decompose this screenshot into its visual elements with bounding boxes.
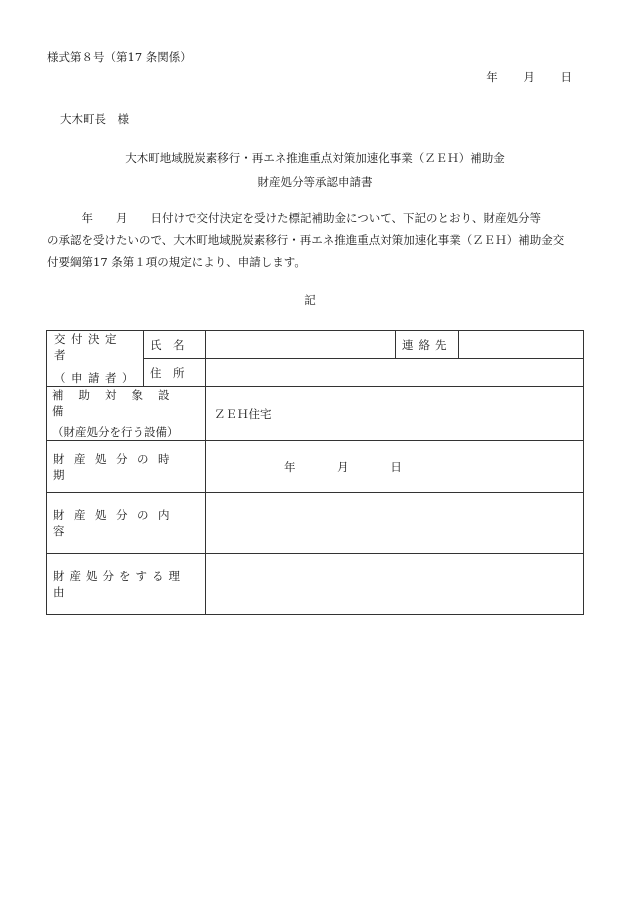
equipment-value-text: ＺＥＨ住宅 <box>214 406 272 421</box>
date-year-label: 年 <box>486 70 498 84</box>
equipment-label-cell <box>47 387 206 441</box>
timing-label: 財産処分の時期 <box>53 451 179 482</box>
date-month-label: 月 <box>523 70 535 84</box>
address-input[interactable] <box>206 359 584 387</box>
address-label: 住 所 <box>150 365 185 380</box>
reason-label-cell <box>47 554 206 615</box>
content-input[interactable] <box>206 493 584 554</box>
name-label-cell <box>144 331 206 359</box>
reason-label: 財産処分をする理由 <box>53 569 185 599</box>
equipment-value[interactable] <box>206 387 584 441</box>
submission-date <box>464 69 572 85</box>
application-table <box>46 330 584 615</box>
name-label: 氏 名 <box>150 337 185 352</box>
timing-month-label: 月 <box>337 459 349 474</box>
body-text-line3: 付要綱第17 条第１項の規定により、申請します。 <box>47 255 306 269</box>
document-title-line1: 大木町地域脱炭素移行・再エネ推進重点対策加速化事業（ＺＥＨ）補助金 <box>125 151 505 165</box>
applicant-label: 交付決定者 <box>54 332 122 362</box>
form-number: 様式第８号（第17 条関係） <box>47 50 192 64</box>
content-label-cell <box>47 493 206 554</box>
document-title-line2: 財産処分等承認申請書 <box>257 175 373 189</box>
equipment-sublabel: （財産処分を行う設備） <box>52 425 179 439</box>
content-label: 財産処分の内容 <box>53 508 179 538</box>
timing-input[interactable] <box>206 441 584 493</box>
equipment-label: 補助対象設備 <box>52 388 185 418</box>
applicant-sublabel: （申請者） <box>54 371 139 385</box>
addressee: 大木町長 様 <box>60 112 129 126</box>
body-text-line2: の承認を受けたいので、大木町地域脱炭素移行・再エネ推進重点対策加速化事業（ＺＥＨ）補助金交 <box>47 233 565 247</box>
applicant-label-cell <box>47 331 144 387</box>
reason-input[interactable] <box>206 554 584 615</box>
timing-day-label: 日 <box>390 459 402 474</box>
timing-year-label: 年 <box>284 459 296 474</box>
date-day-label: 日 <box>560 70 572 84</box>
contact-input[interactable] <box>459 331 584 359</box>
body-text-line1: 年 月 日付けで交付決定を受けた標記補助金について、下記のとおり、財産処分等 <box>47 211 542 225</box>
name-input[interactable] <box>206 331 396 359</box>
timing-label-cell <box>47 441 206 493</box>
contact-label: 連絡先 <box>402 337 452 352</box>
address-label-cell <box>144 359 206 387</box>
ki-heading: 記 <box>304 293 316 307</box>
contact-label-cell <box>396 331 459 359</box>
